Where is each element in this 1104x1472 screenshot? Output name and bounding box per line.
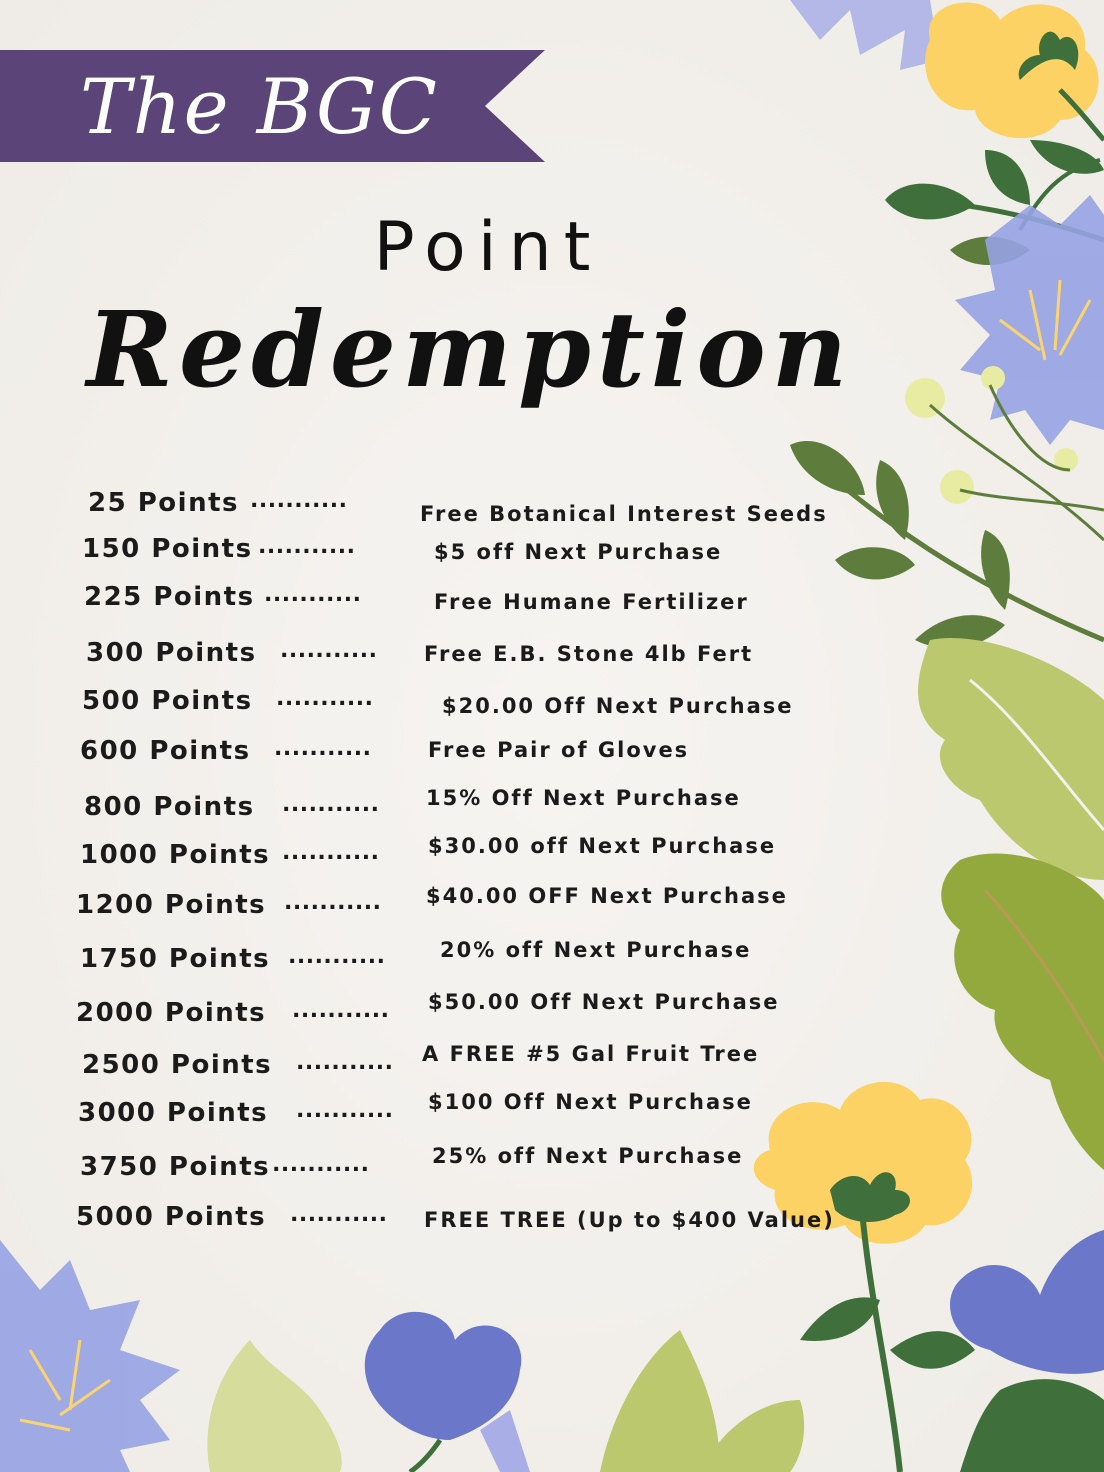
- reward-label: A FREE #5 Gal Fruit Tree: [422, 1042, 760, 1066]
- reward-row: [0, 938, 1104, 980]
- reward-row: [0, 990, 1104, 1034]
- leader-dots: ...........: [290, 1202, 388, 1227]
- leader-dots: ...........: [264, 582, 362, 607]
- banner-title: The BGC: [80, 62, 439, 151]
- reward-label: $40.00 OFF Next Purchase: [426, 884, 788, 908]
- leader-dots: ...........: [276, 686, 374, 711]
- leader-dots: ...........: [296, 1050, 394, 1075]
- reward-row: [0, 638, 1104, 674]
- reward-label: $20.00 Off Next Purchase: [442, 694, 794, 718]
- leader-dots: ...........: [288, 944, 386, 969]
- leader-dots: ...........: [250, 488, 348, 513]
- reward-label: FREE TREE (Up to $400 Value): [424, 1208, 835, 1232]
- points-label: 3750 Points: [80, 1152, 271, 1182]
- leader-dots: ...........: [282, 792, 380, 817]
- points-label: 150 Points: [82, 534, 253, 564]
- reward-label: 20% off Next Purchase: [440, 938, 752, 962]
- leader-dots: ...........: [282, 840, 380, 865]
- reward-row: [0, 1144, 1104, 1188]
- reward-row: [0, 736, 1104, 772]
- reward-label: Free Pair of Gloves: [428, 738, 690, 762]
- points-label: 1200 Points: [76, 890, 267, 920]
- points-label: 2000 Points: [76, 998, 267, 1028]
- reward-row: [0, 884, 1104, 926]
- reward-label: Free Botanical Interest Seeds: [420, 502, 828, 526]
- leader-dots: ...........: [292, 998, 390, 1023]
- points-label: 25 Points: [88, 488, 239, 518]
- leader-dots: ...........: [258, 534, 356, 559]
- leader-dots: ...........: [284, 890, 382, 915]
- points-label: 3000 Points: [78, 1098, 269, 1128]
- points-label: 1000 Points: [80, 840, 271, 870]
- reward-row: [0, 488, 1104, 524]
- reward-label: Free E.B. Stone 4lb Fert: [424, 642, 754, 666]
- leader-dots: ...........: [272, 1152, 370, 1177]
- reward-label: $30.00 off Next Purchase: [428, 834, 777, 858]
- reward-label: 15% Off Next Purchase: [426, 786, 741, 810]
- points-label: 1750 Points: [80, 944, 271, 974]
- points-label: 225 Points: [84, 582, 255, 612]
- reward-row: [0, 1202, 1104, 1238]
- reward-row: [0, 786, 1104, 828]
- reward-label: $100 Off Next Purchase: [428, 1090, 753, 1114]
- reward-row: [0, 582, 1104, 618]
- reward-row: [0, 534, 1104, 570]
- reward-label: 25% off Next Purchase: [432, 1144, 744, 1168]
- leader-dots: ...........: [280, 638, 378, 663]
- reward-row: [0, 1090, 1104, 1134]
- reward-row: [0, 834, 1104, 876]
- points-label: 5000 Points: [76, 1202, 267, 1232]
- reward-label: $5 off Next Purchase: [434, 540, 723, 564]
- points-label: 600 Points: [80, 736, 251, 766]
- points-label: 300 Points: [86, 638, 257, 668]
- reward-label: Free Humane Fertilizer: [434, 590, 749, 614]
- leader-dots: ...........: [296, 1098, 394, 1123]
- points-label: 500 Points: [82, 686, 253, 716]
- title-redemption: Redemption: [86, 288, 854, 411]
- points-label: 800 Points: [84, 792, 255, 822]
- reward-row: [0, 1042, 1104, 1086]
- points-label: 2500 Points: [82, 1050, 273, 1080]
- title-point: Point: [373, 208, 603, 287]
- reward-label: $50.00 Off Next Purchase: [428, 990, 780, 1014]
- reward-row: [0, 686, 1104, 722]
- leader-dots: ...........: [274, 736, 372, 761]
